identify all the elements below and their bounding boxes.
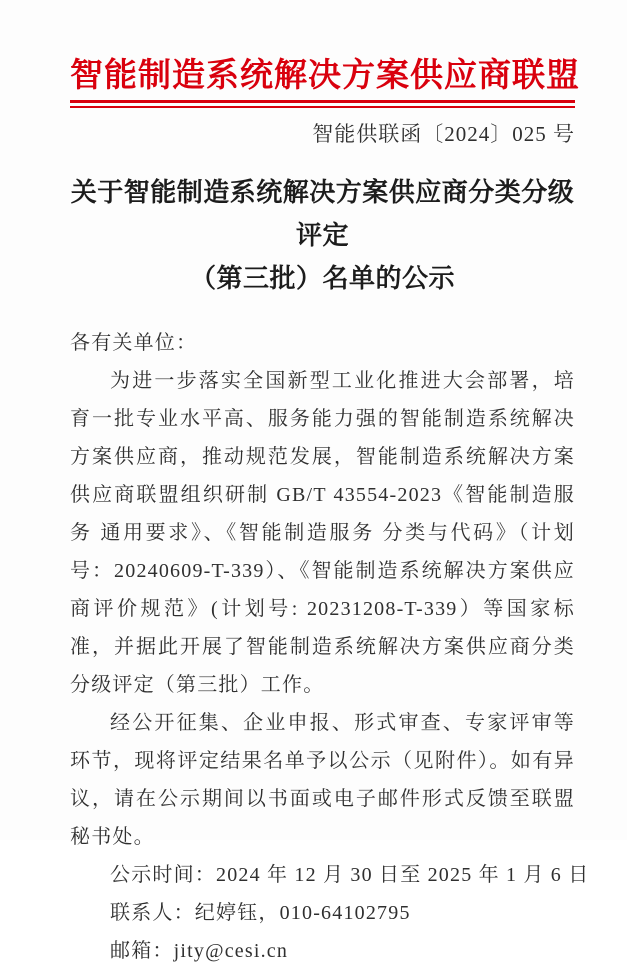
- email-line: 邮箱：jity@cesi.cn: [110, 940, 289, 962]
- paragraph-1: 为进一步落实全国新型工业化推进大会部署，培育一批专业水平高、服务能力强的智能制造系统解决方案供应商，推动规范发展，智能制造系统解决方案供应商联盟组织研制 GB/T 43554-2023《智能制造服务 通用要求》、《智能制造服务 分类与代码》（计划号：20240609-T-339）、《智能制造系统解决方案供应商评价规范》(计划号: 20231208-T-339）等国家标准，并据此开展了智能制造系统解决方案供应商分类分级评定（第三批）工作。: [70, 370, 575, 696]
- notice-title-line-2: （第三批）名单的公示: [189, 264, 455, 293]
- paragraph-2: 经公开征集、企业申报、形式审查、专家评审等环节，现将评定结果名单予以公示（见附件）。如有异议，请在公示期间以书面或电子邮件形式反馈至联盟秘书处。: [70, 712, 575, 848]
- notice-title: [70, 171, 575, 300]
- doc-number: 智能供联函〔2024〕025 号: [312, 122, 575, 146]
- salutation: 各有关单位：: [70, 332, 198, 354]
- publicity-period-line: 公示时间：2024 年 12 月 30 日至 2025 年 1 月 6 日: [110, 864, 590, 886]
- contact-person-line: 联系人：纪婷钰，010-64102795: [110, 902, 411, 924]
- org-title: 智能制造系统解决方案供应商联盟: [70, 58, 580, 94]
- notice-title-line-1: 关于智能制造系统解决方案供应商分类分级评定: [70, 178, 575, 250]
- notice-body: [70, 324, 590, 970]
- title-double-rule: [70, 100, 575, 108]
